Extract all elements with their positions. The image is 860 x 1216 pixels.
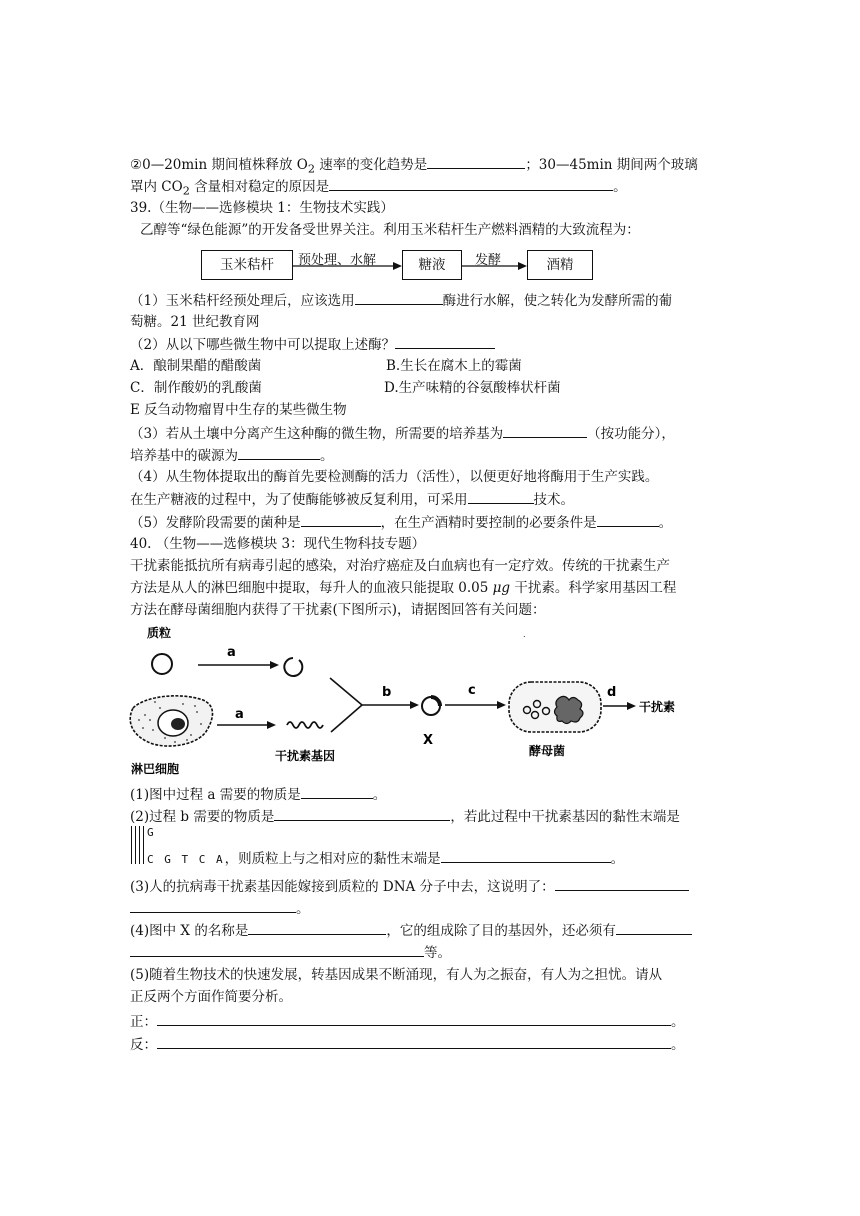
answer-blank[interactable]	[355, 290, 443, 305]
q39-text: （按功能分），	[587, 426, 675, 442]
label-positive: 正：	[130, 1014, 157, 1030]
answer-blank[interactable]	[130, 942, 424, 957]
q40-s5: (5)随着生物技术的快速发展，转基因成果不断涌现，有人为之振奋，有人为之担忧。请从	[130, 967, 663, 983]
q38-text: 含量相对稳定的原因是	[189, 179, 330, 195]
answer-blank[interactable]	[503, 423, 587, 438]
q38-text: ；30—45min 期间两个玻璃	[525, 157, 698, 173]
answer-blank[interactable]	[274, 806, 450, 821]
answer-blank[interactable]	[395, 334, 495, 349]
flow-arrow-1	[293, 257, 403, 271]
q39-text: （3）若从土壤中分离产生这种酶的微生物，所需要的培养基为	[130, 426, 504, 442]
q40-text: (2)过程 b 需要的物质是	[130, 809, 275, 825]
q40-s4	[130, 920, 740, 941]
q40-text: 。	[610, 851, 625, 867]
gene-engineering-diagram	[125, 620, 725, 780]
subscript: 2	[307, 162, 316, 176]
flow-box-straw: 玉米秸杆	[201, 250, 293, 280]
q40-text: (4)图中 X 的名称是	[130, 923, 249, 939]
q39-text: （1）玉米秸杆经预处理后，应该选用	[130, 293, 355, 309]
sticky-end-top: G	[147, 826, 154, 839]
q40-text: 。	[296, 901, 310, 917]
label-b: b	[382, 685, 392, 700]
q39-p4: （4）从生物体提取出的酶首先要检测酶的活力（活性），以便更好地将酶用于生产实践。	[130, 469, 659, 485]
q40-text: ，则质粒上与之相对应的黏性末端是	[224, 851, 441, 867]
subscript: 2	[182, 184, 190, 198]
answer-blank[interactable]	[427, 154, 525, 169]
q40-intro-3: 方法在酵母菌细胞内获得了干扰素(下图所示)，请据图回答有关问题：	[130, 602, 546, 618]
flow-arrow-2	[462, 257, 528, 271]
q40-intro-2	[130, 578, 740, 598]
q39-option-c: C．制作酸奶的乳酸菌	[130, 380, 262, 396]
nucleolus	[171, 718, 185, 730]
answer-blank[interactable]	[597, 512, 659, 527]
q40-s4-cont	[130, 942, 740, 963]
q39-p2	[130, 334, 740, 355]
q39-p1-cont: 萄糖。21 世纪教育网	[130, 314, 260, 330]
q39-p3-cont	[130, 445, 740, 466]
q39-text: 酶进行水解，使之转化为发酵所需的葡	[442, 293, 673, 309]
q39-text: （5）发酵阶段需要的菌种是	[130, 515, 301, 531]
arrowhead	[270, 661, 279, 669]
label-yeast: 酵母菌	[529, 744, 566, 758]
sticky-end-figure	[131, 826, 147, 866]
label-x: X	[423, 733, 434, 748]
q40-s3-cont	[130, 898, 740, 919]
label-c: c	[468, 683, 476, 698]
answer-blank[interactable]	[157, 1034, 671, 1049]
q40-s2-cont	[147, 848, 747, 870]
answer-blank[interactable]	[441, 848, 611, 863]
q40-text: 。	[372, 787, 387, 803]
flow-box-sugar: 糖液	[402, 250, 462, 280]
q40-s2	[130, 806, 740, 827]
label-negative: 反：	[130, 1037, 157, 1053]
q40-text: ，它的组成除了目的基因外，还必须有	[386, 923, 616, 939]
q40-text: 。	[671, 1037, 685, 1053]
label-lymphocyte: 淋巴细胞	[131, 762, 180, 776]
inserted-gene-segment	[431, 697, 440, 706]
answer-blank[interactable]	[301, 784, 373, 799]
q39-p4-cont	[130, 489, 740, 510]
q40-text: ，若此过程中干扰素基因的黏性末端是	[450, 809, 680, 825]
label-interferon-product: 干扰素	[639, 700, 676, 714]
sticky-end-bottom: C G T C A	[147, 853, 225, 866]
q39-intro: 乙醇等“绿色能源”的开发备受世界关注。利用玉米秸杆生产燃料酒精的大致流程为：	[140, 222, 640, 238]
plasmid-circle	[152, 654, 172, 674]
q40-intro-1: 干扰素能抵抗所有病毒引起的感染，对治疗癌症及白血病也有一定疗效。传统的干扰素生产	[130, 558, 670, 574]
answer-blank[interactable]	[238, 445, 320, 460]
interferon-gene-wave	[287, 722, 323, 728]
label-plasmid: 质粒	[147, 626, 172, 640]
label-interferon-gene: 干扰素基因	[275, 749, 336, 763]
q40-positive	[130, 1011, 740, 1032]
q38-text: ②0—20min 期间植株释放 O	[130, 157, 308, 173]
answer-blank[interactable]	[468, 489, 534, 504]
q39-p1	[130, 290, 740, 311]
q39-text: （2）从以下哪些微生物中可以提取上述酶？	[130, 337, 396, 353]
label-a-top: a	[227, 645, 236, 660]
q40-text: (1)图中过程 a 需要的物质是	[130, 787, 301, 803]
q38-text: 。	[613, 179, 627, 195]
join-line-bottom	[331, 705, 362, 732]
arrowhead	[627, 702, 636, 710]
answer-blank[interactable]	[130, 898, 296, 913]
answer-blank[interactable]	[329, 176, 613, 191]
unit-text: μg	[492, 580, 511, 596]
yeast-nucleus	[555, 696, 584, 723]
q39-option-b: B.生长在腐木上的霉菌	[386, 358, 522, 374]
q40-text: (3)人的抗病毒干扰素基因能嫁接到质粒的 DNA 分子中去，这说明了：	[130, 879, 555, 895]
opened-plasmid	[284, 658, 302, 676]
answer-blank[interactable]	[248, 920, 386, 935]
q39-option-a: A．酿制果醋的醋酸菌	[130, 358, 262, 374]
label-d: d	[607, 685, 617, 700]
q39-p5	[130, 512, 740, 533]
answer-blank[interactable]	[301, 512, 381, 527]
arrowhead	[410, 701, 419, 709]
q39-option-e: E 反刍动物瘤胃中生存的某些微生物	[130, 402, 347, 418]
q39-text: 技术。	[533, 492, 574, 508]
arrowhead	[267, 721, 276, 729]
stray-dot: .	[523, 630, 526, 639]
q40-heading: 40. （生物——选修模块 3：现代生物科技专题）	[130, 536, 426, 552]
q39-p3	[130, 423, 740, 444]
q38-text: 速率的变化趋势是	[315, 157, 428, 173]
q39-option-d: D.生产味精的谷氨酸棒状杆菌	[384, 380, 561, 396]
q40-text: 干扰素。科学家用基因工程	[510, 580, 677, 596]
q39-heading: 39.（生物——选修模块 1：生物技术实践）	[130, 200, 394, 216]
q39-text: 。	[320, 448, 334, 464]
q40-negative	[130, 1034, 740, 1055]
q40-s3	[130, 876, 740, 897]
q40-text: 方法是从人的淋巴细胞中提取，每升人的血液只能提取 0.05	[130, 580, 493, 596]
arrowhead	[497, 701, 506, 709]
flow-box-alcohol: 酒精	[527, 250, 593, 280]
answer-blank[interactable]	[616, 920, 692, 935]
flow-label-pretreat: 预处理、水解	[298, 253, 377, 268]
yeast-cell	[509, 682, 601, 732]
q39-text: 在生产糖液的过程中，为了使酶能够被反复利用，可采用	[130, 492, 468, 508]
answer-blank[interactable]	[555, 876, 689, 891]
q40-s5-cont: 正反两个方面作简要分析。	[130, 989, 292, 1005]
q38-text: 罩内 CO	[130, 179, 183, 195]
join-line-top	[330, 678, 362, 705]
q40-s1	[130, 784, 740, 805]
answer-blank[interactable]	[157, 1011, 671, 1026]
label-a-bottom: a	[235, 707, 244, 722]
q39-text: 培养基中的碳源为	[130, 448, 238, 464]
q39-text: ，在生产酒精时要控制的必要条件是	[380, 515, 597, 531]
flow-label-ferment: 发酵	[475, 253, 502, 268]
q40-text: 。	[671, 1014, 685, 1030]
q40-text: 等。	[424, 945, 451, 961]
q39-text: 。	[658, 515, 673, 531]
